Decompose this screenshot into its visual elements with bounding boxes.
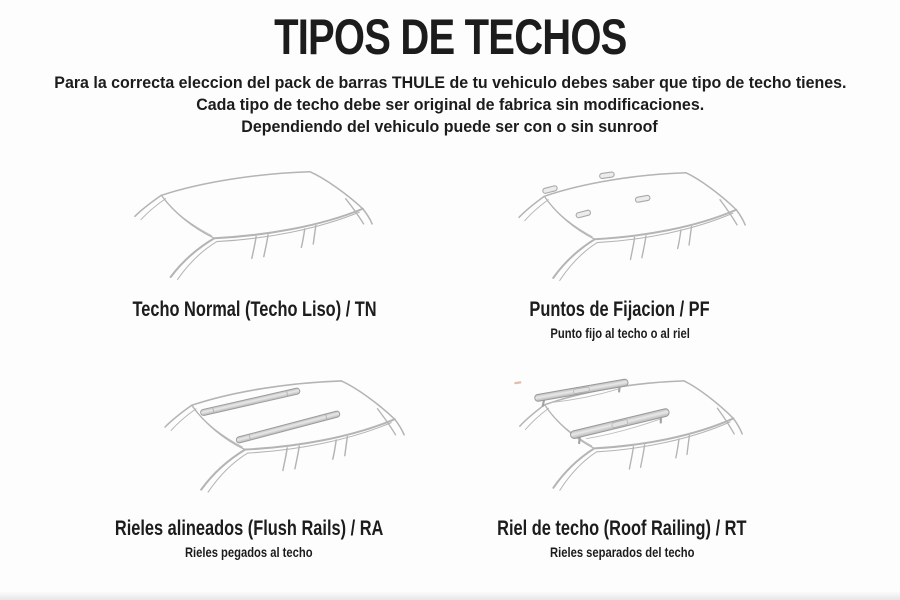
roof-type-caption-tn	[55, 297, 455, 342]
page-title	[0, 9, 900, 65]
roof-type-caption-pf	[420, 297, 820, 342]
roof-type-label: Puntos de Fijacion / PF	[529, 298, 711, 321]
intro-line-2: Cada tipo de techo debe ser original de fabrica sin modificaciones.	[196, 95, 704, 114]
roof-type-label: Riel de techo (Roof Railing) / RT	[497, 517, 747, 540]
roof-type-caption-ra	[49, 516, 449, 561]
roof-type-sublabel: Rieles separados del techo	[549, 544, 695, 560]
roof-railings	[534, 379, 671, 446]
intro-text	[0, 72, 900, 138]
roof-type-sublabel: Punto fijo al techo o al riel	[550, 325, 690, 341]
intro-line-3: Dependiendo del vehiculo puede ser con o sin sunroof	[241, 117, 659, 136]
roof-type-sublabel: Rieles pegados al techo	[185, 544, 313, 560]
red-print-artifact	[514, 381, 521, 384]
scan-noise-band	[0, 591, 900, 600]
flush-rails-roof-illustration	[147, 374, 405, 500]
fixation-points	[542, 172, 650, 219]
roof-railing-illustration	[503, 374, 743, 498]
normal-roof-illustration	[117, 165, 373, 287]
fixpoint-roof-illustration	[502, 166, 746, 288]
page-title-text: TIPOS DE TECHOS	[273, 9, 627, 65]
intro-line-1: Para la correcta eleccion del pack de barras THULE de tu vehiculo debes saber que tipo de techo tienes.	[53, 73, 847, 92]
roof-type-label: Rieles alineados (Flush Rails) / RA	[114, 517, 384, 540]
roof-type-caption-rt	[422, 516, 822, 561]
roof-type-label: Techo Normal (Techo Liso) / TN	[132, 298, 378, 321]
